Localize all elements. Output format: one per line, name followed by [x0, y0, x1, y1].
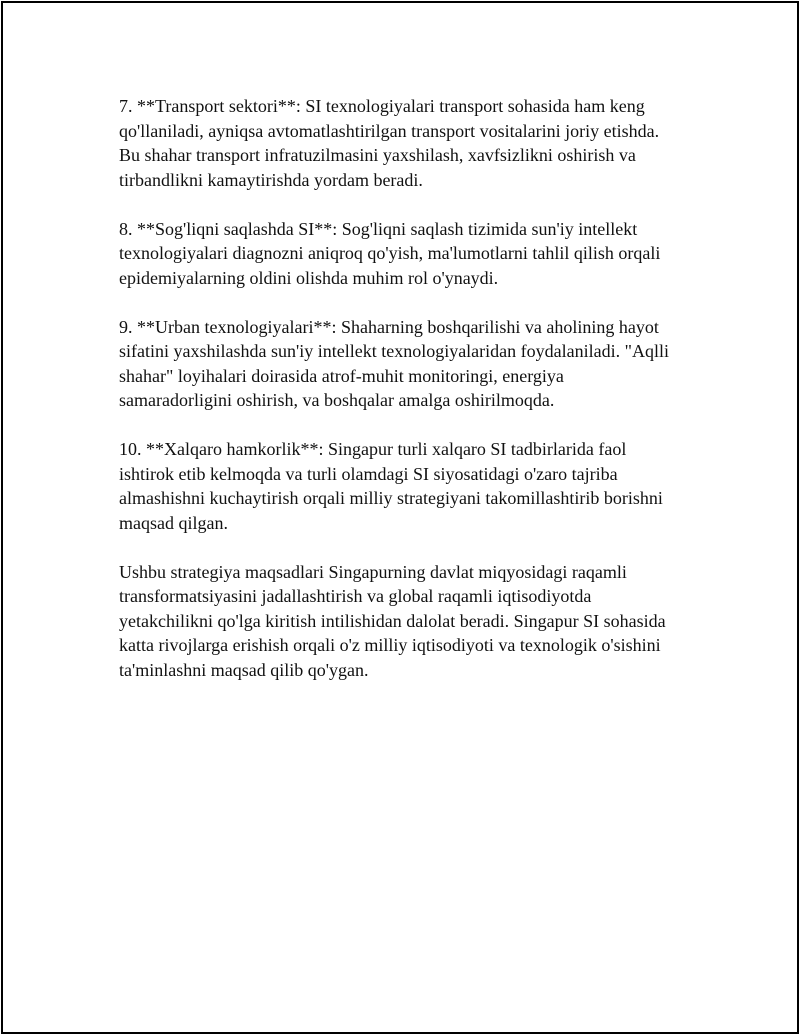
text-line: 9. **Urban texnologiyalari**: Shaharning boshqarilishi va aholining hayot — [119, 316, 659, 337]
text-line: maqsad qilgan. — [119, 512, 228, 533]
text-line: texnologiyalari diagnozni aniqroq qo'yish, ma'lumotlarni tahlil qilish orqali — [119, 243, 661, 263]
text-line: katta rivojlarga erishish orqali o'z milliy iqtisodiyoti va texnologik o'sishini — [119, 635, 661, 655]
document-page — [1, 1, 799, 1034]
text-line: shahar" loyihalari doirasida atrof-muhit monitoringi, energiya — [119, 365, 564, 386]
text-line: sifatini yaxshilashda sun'iy intellekt texnologiyalaridan foydalaniladi. "Aqlli — [119, 341, 669, 361]
text-line: qo'llaniladi, ayniqsa avtomatlashtirilgan transport vositalarini joriy etishda. — [119, 120, 660, 141]
text-line: Ushbu strategiya maqsadlari Singapurning davlat miqyosidagi raqamli — [119, 561, 627, 582]
paragraph-urban-technologies — [119, 315, 699, 413]
text-line: transformatsiyasini jadallashtirish va global raqamli iqtisodiyotda — [119, 586, 592, 606]
document-body — [119, 94, 699, 707]
text-line: yetakchilikni qo'lga kiritish intilishidan dalolat beradi. Singapur SI sohasida — [119, 610, 666, 631]
paragraph-healthcare-ai — [119, 217, 699, 291]
text-line: tirbandlikni kamaytirishda yordam beradi. — [119, 169, 423, 190]
text-line: epidemiyalarning oldini olishda muhim rol o'ynaydi. — [119, 267, 499, 288]
text-line: 10. **Xalqaro hamkorlik**: Singapur turli xalqaro SI tadbirlarida faol — [119, 439, 627, 459]
text-line: ishtirok etib kelmoqda va turli olamdagi SI siyosatidagi o'zaro tajriba — [119, 463, 618, 484]
paragraph-international-cooperation — [119, 437, 699, 535]
text-line: almashishni kuchaytirish orqali milliy strategiyani takomillashtirib borishni — [119, 488, 663, 508]
paragraph-conclusion — [119, 560, 699, 683]
text-line: samaradorligini oshirish, va boshqalar amalga oshirilmoqda. — [119, 390, 555, 410]
paragraph-transport-sector — [119, 94, 699, 192]
text-line: 7. **Transport sektori**: SI texnologiyalari transport sohasida ham keng — [119, 96, 645, 116]
text-line: 8. **Sog'liqni saqlashda SI**: Sog'liqni saqlash tizimida sun'iy intellekt — [119, 218, 638, 239]
text-line: Bu shahar transport infratuzilmasini yaxshilash, xavfsizlikni oshirish va — [119, 145, 636, 165]
text-line: ta'minlashni maqsad qilib qo'ygan. — [119, 659, 369, 680]
